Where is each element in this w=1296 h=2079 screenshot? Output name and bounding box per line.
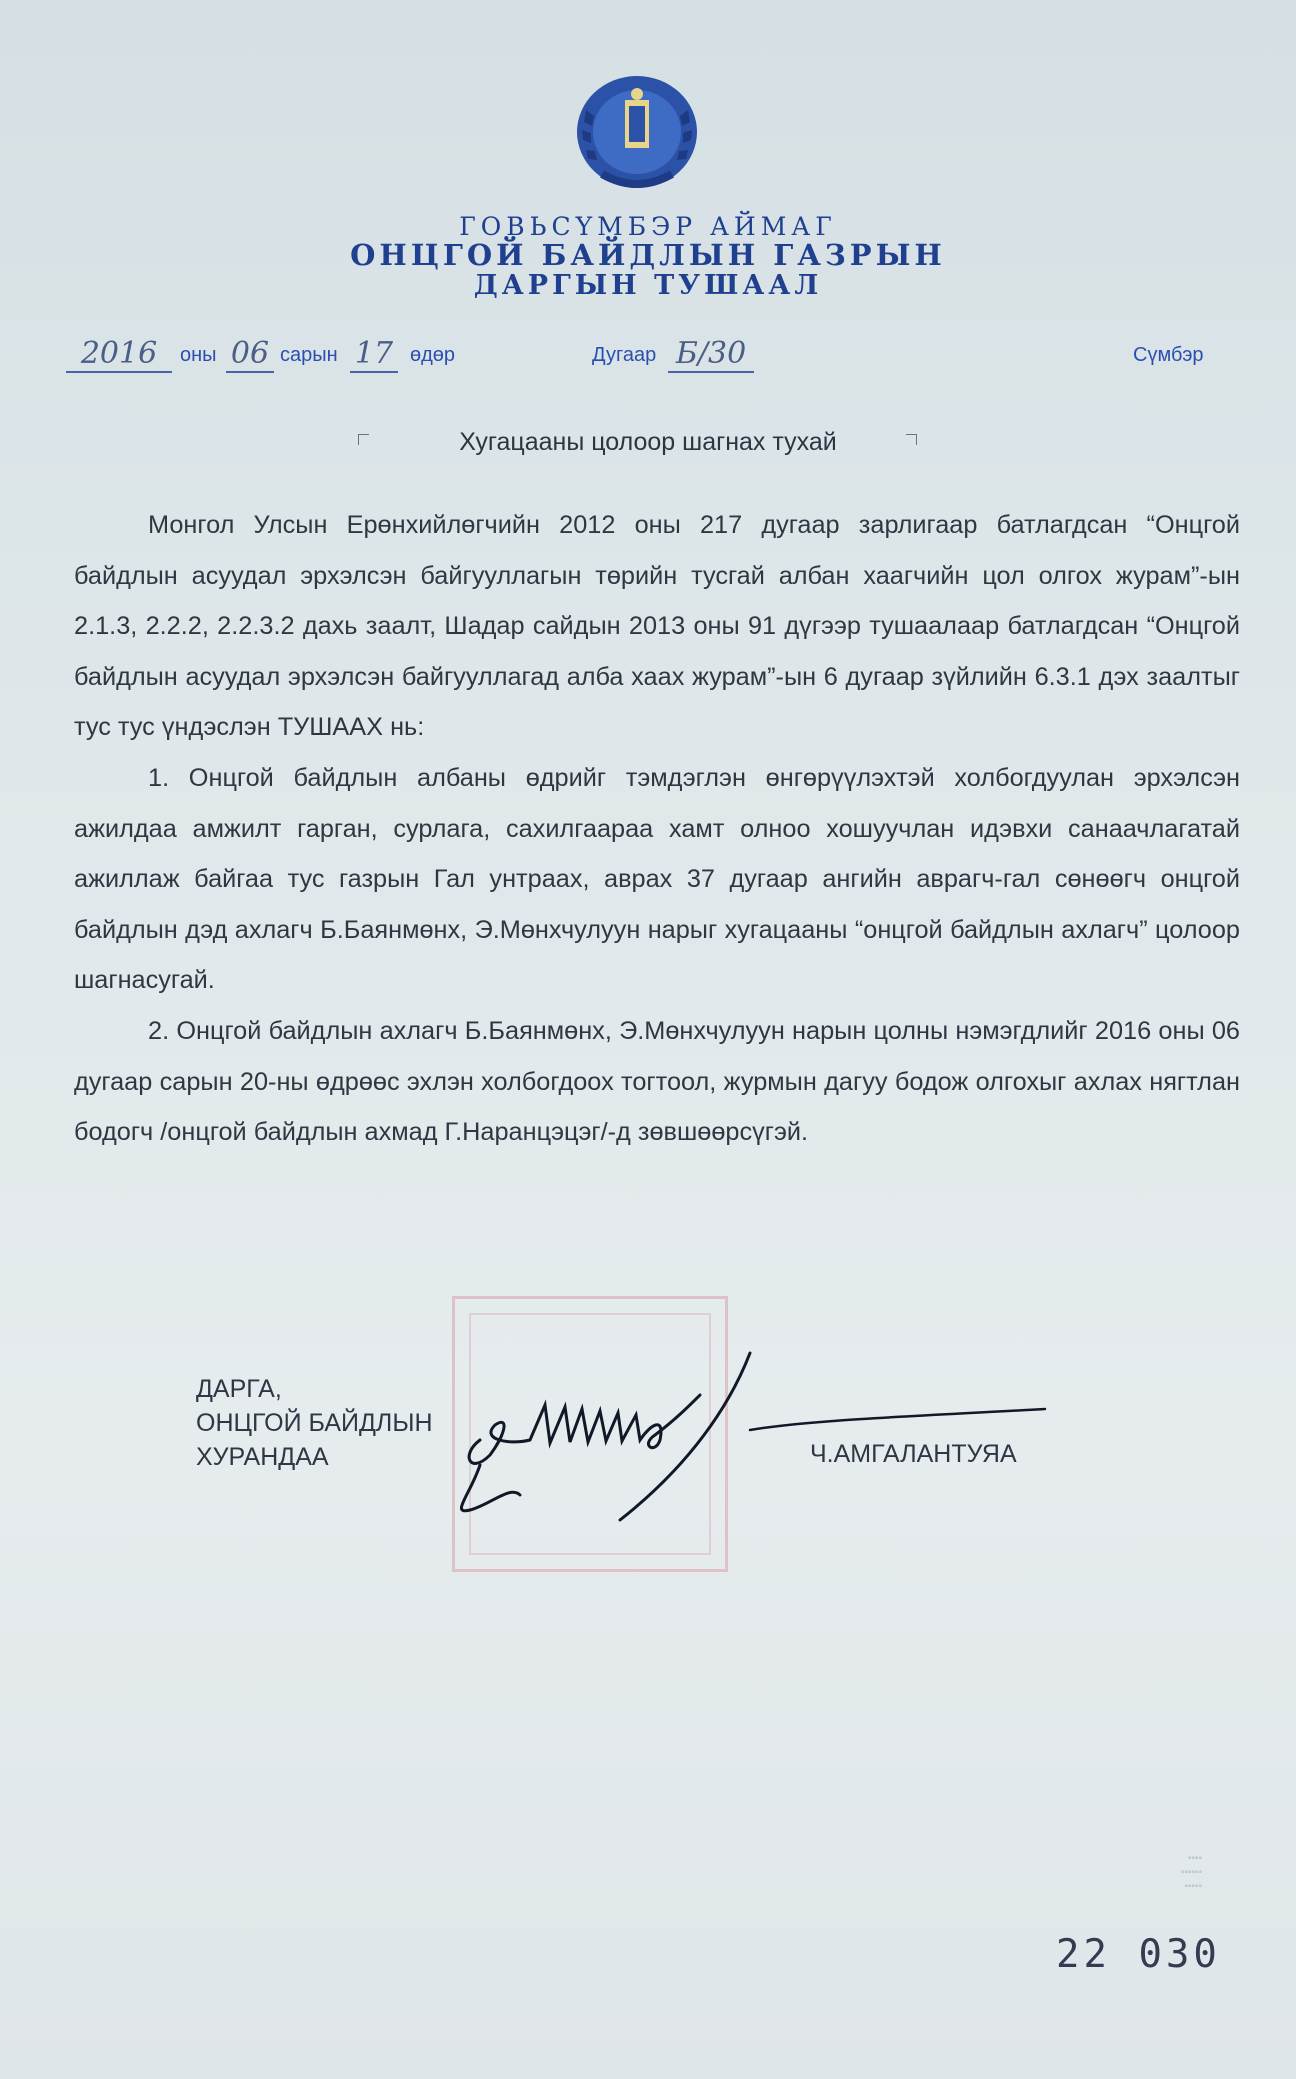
- signatory-line-3: ХУРАНДАА: [196, 1443, 329, 1471]
- date-month-field: [226, 336, 274, 376]
- number-label: Дугаар: [592, 344, 657, 366]
- state-emblem-icon: [562, 70, 712, 200]
- date-month: 06: [226, 336, 274, 373]
- subject-corner-right: [906, 434, 917, 445]
- year-label: оны: [180, 344, 217, 366]
- order-number-field: [668, 336, 754, 376]
- day-label: өдөр: [410, 344, 456, 366]
- subject-title: Хугацааны цолоор шагнах тухай: [459, 428, 837, 456]
- order-body: [74, 500, 1240, 1158]
- signatory-line-2: ОНЦГОЙ БАЙДЛЫН: [196, 1409, 433, 1437]
- date-day: 17: [350, 336, 398, 373]
- date-year-field: [66, 336, 172, 376]
- signatory-name: Ч.АМГАЛАНТУЯА: [810, 1440, 1017, 1468]
- document-type: ДАРГЫН ТУШААЛ: [473, 270, 823, 301]
- body-intro: Монгол Улсын Ерөнхийлөгчийн 2012 оны 217 дугаар зарлигаар батлагдсан “Онцгой байдлын асуудал эрхэлсэн байгууллагын төрийн тусгай албан хаагчийн цол олгох журам”-ын 2.1.3, 2.2.2, 2.2.3.2 дахь заалт, Шадар сайдын 2013 оны 91 дүгээр тушаалаар батлагдсан “Онцгой байдлын асуудал эрхэлсэн байгууллагад алба хаах журам”-ын 6 дугаар зүйлийн 6.3.1 дэх заалтыг тус тус үндэслэн ТУШААХ нь:: [74, 511, 1240, 742]
- place-name: Сүмбэр: [1133, 344, 1204, 366]
- date-year: 2016: [66, 336, 172, 373]
- date-day-field: [350, 336, 398, 376]
- signatory-line-1: ДАРГА,: [196, 1375, 282, 1403]
- body-item-2: 2. Онцгой байдлын ахлагч Б.Баянмөнх, Э.Мөнхчулуун нарын цолны нэмэгдлийг 2016 оны 06 дугаар сарын 20-ны өдрөөс эхлэн холбогдоох тогтоол, журмын дагуу бодож олгохыг ахлах нягтлан бодогч /онцгой байдлын ахмад Г.Наранцэцэг/-д зөвшөөрсүгэй.: [74, 1016, 1240, 1147]
- month-label: сарын: [280, 344, 338, 366]
- document-serial-number: 22 030: [1056, 1932, 1221, 1977]
- province-name: ГОВЬСҮМБЭР АЙМАГ: [459, 212, 837, 241]
- order-number: Б/30: [668, 336, 754, 373]
- signatory-title: [196, 1372, 433, 1474]
- body-item-1: 1. Онцгой байдлын албаны өдрийг тэмдэглэн өнгөрүүлэхтэй холбогдуулан эрхэлсэн ажилдаа амжилт гарган, сурлага, сахилгаараа хамт олноо хошуучлан идэвхи санаачлагатай ажиллаж байгаа тус газрын Гал унтраах, аврах 37 дугаар ангийн аврагч-гал сөнөөгч онцгой байдлын дэд ахлагч Б.Баянмөнх, Э.Мөнхчулуун нарыг хугацааны “онцгой байдлын ахлагч” цолоор шагнасугай.: [74, 763, 1240, 995]
- agency-name: ОНЦГОЙ БАЙДЛЫН ГАЗРЫН: [350, 238, 946, 272]
- faint-annotation-mark: ▪▪▪▪ ▪▪▪▪▪▪ ▪▪▪▪▪: [1180, 1853, 1202, 1892]
